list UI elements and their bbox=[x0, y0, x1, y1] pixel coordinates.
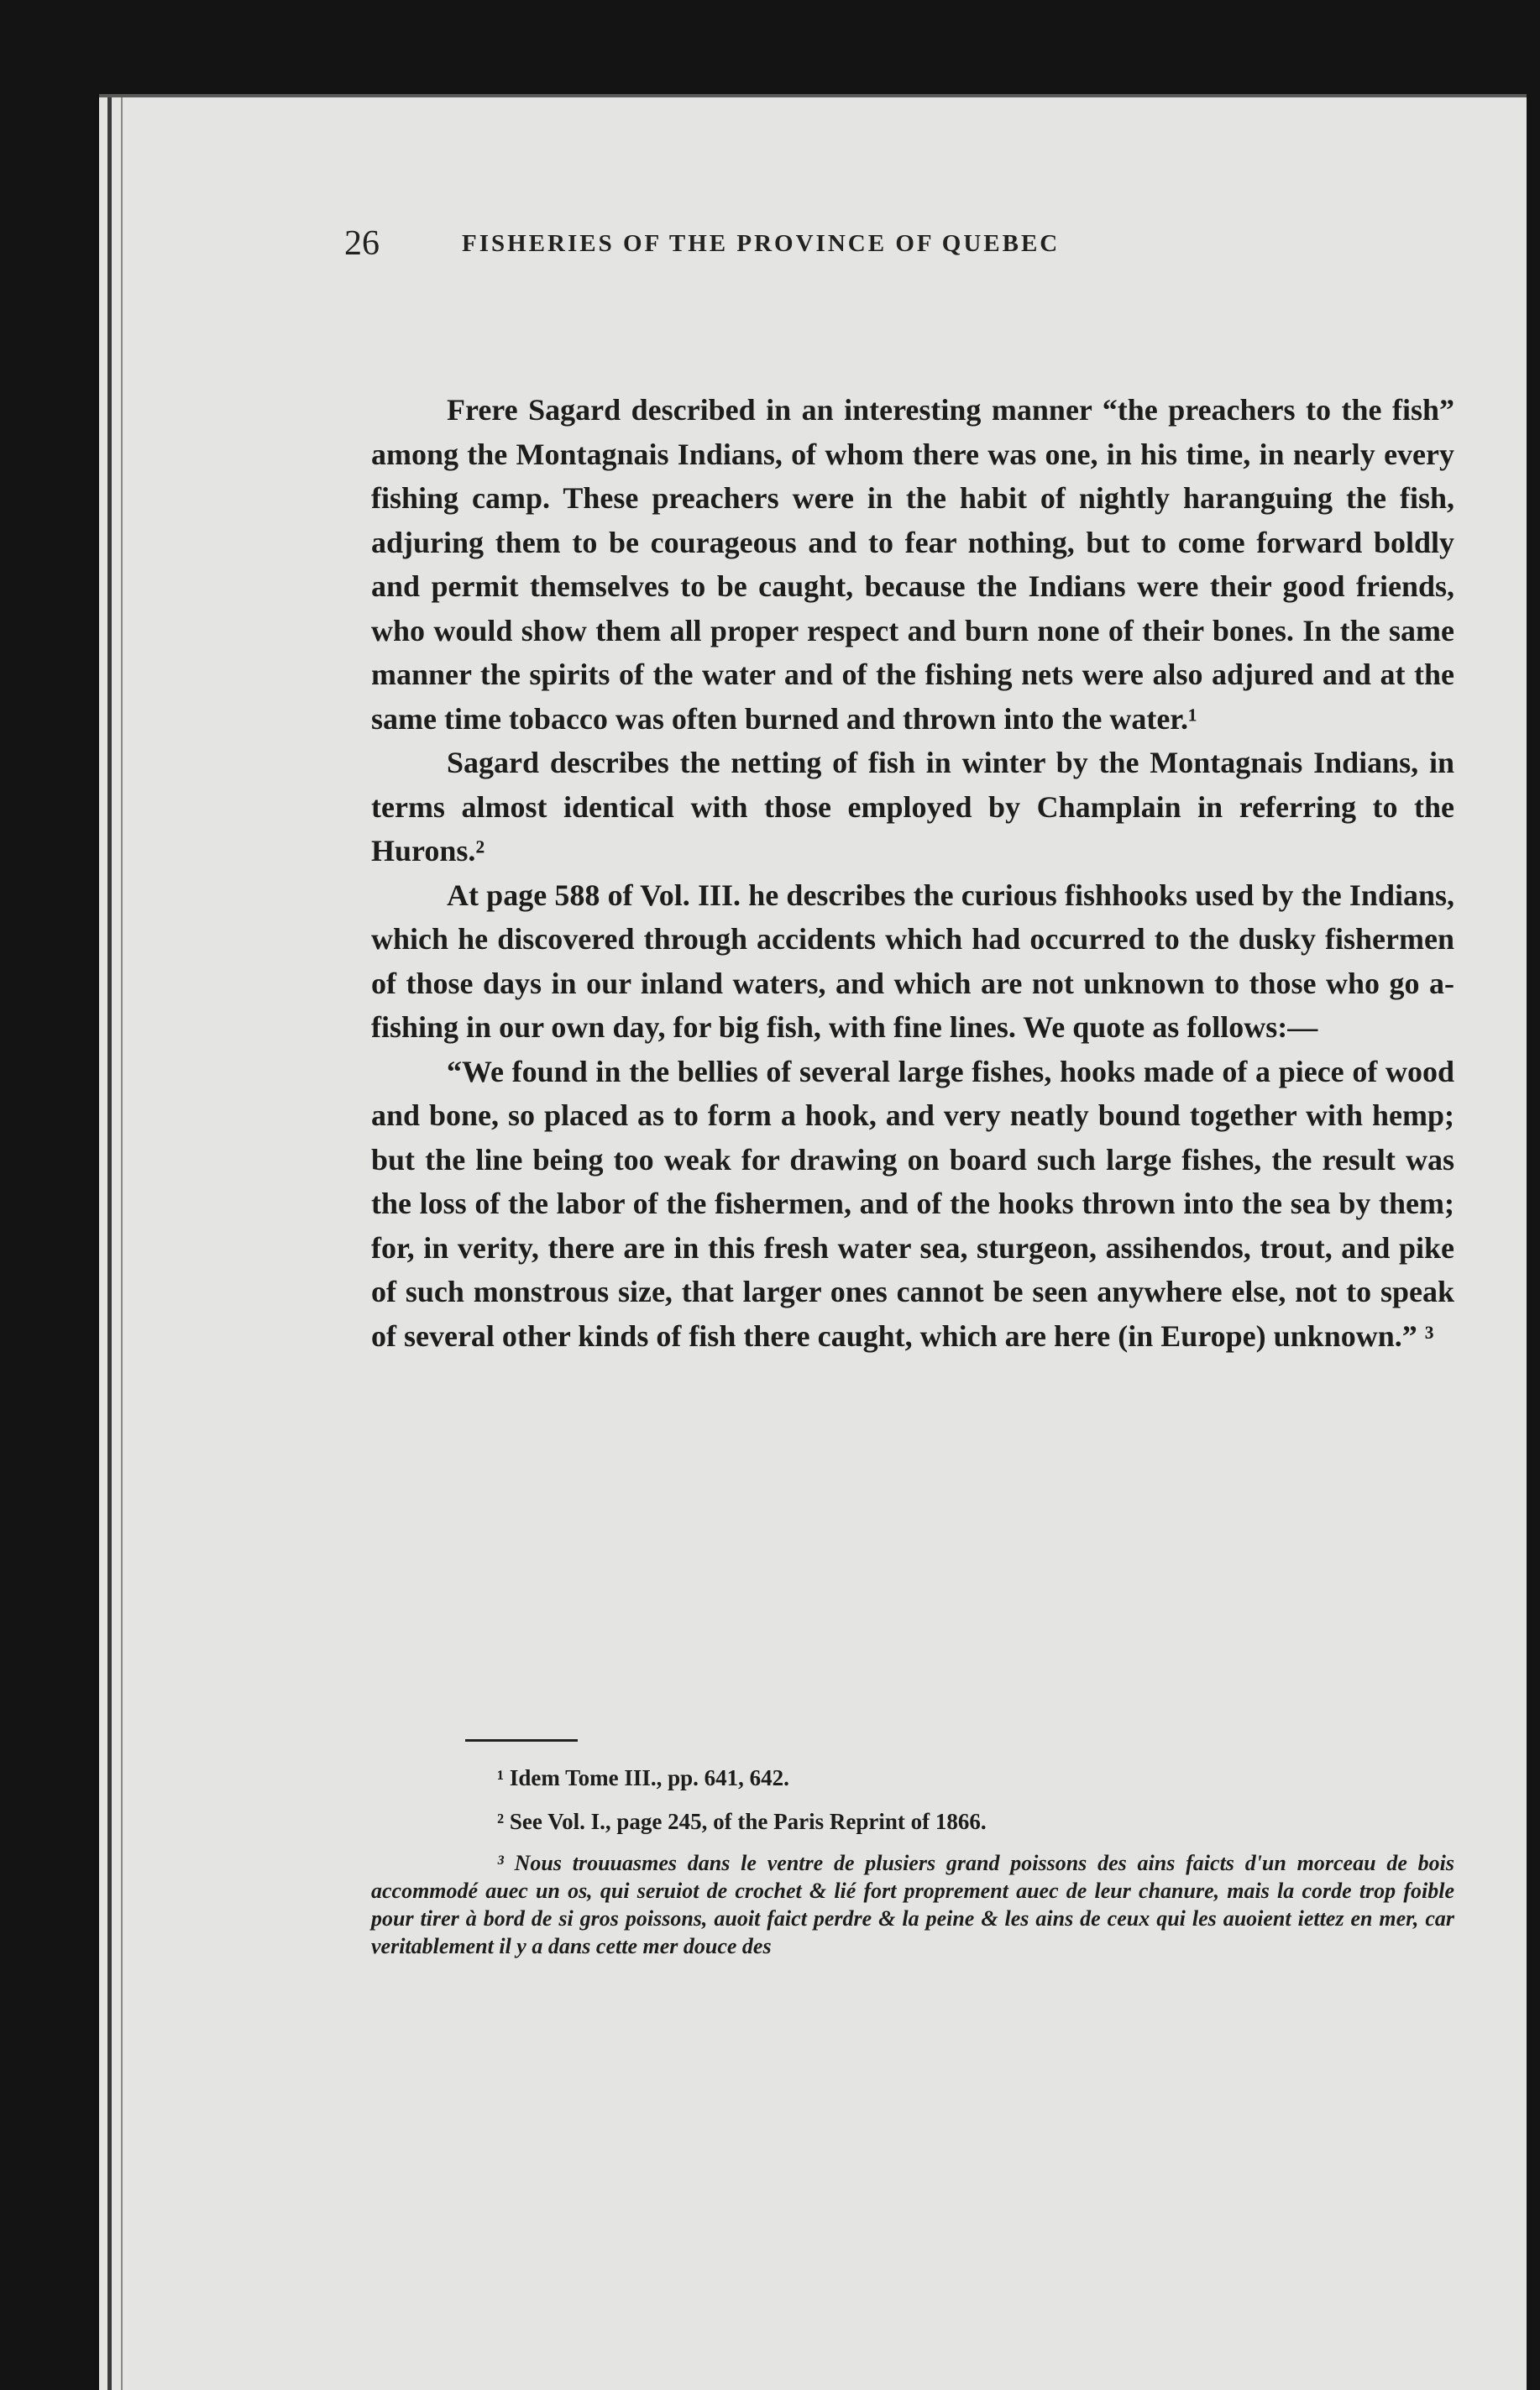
footnote-french-quote: ³ Nous trouuasmes dans le ventre de plusiers grand poissons des ains faicts d'un morceau de bois accommodé auec un os, qui seruiot de crochet & lié fort proprement auec de leur chanure, mais la corde trop foible pour tirer à bord de si gros poissons, auoit faict perdre & la peine & les ains de ceux qui les auoient iettez en mer, car veritablement il y a dans cette mer douce des bbox=[371, 1851, 1454, 1958]
running-title: FISHERIES OF THE PROVINCE OF QUEBEC bbox=[462, 230, 1061, 257]
paragraph: “We found in the bellies of several large fishes, hooks made of a piece of wood and bone, so placed as to form a hook, and very neatly bound together with hemp; but the line being too weak for drawing on board such large fishes, the result was the loss of the labor of the fishermen, and of the hooks thrown into the sea by them; for, in verity, there are in this fresh water sea, sturgeon, assihendos, trout, and pike of such monstrous size, that larger ones cannot be seen anywhere else, not to speak of several other kinds of fish there caught, which are here (in Europe) unknown.” ³ bbox=[371, 1054, 1454, 1353]
footnote: ² See Vol. I., page 245, of the Paris Reprint of 1866. bbox=[497, 1809, 987, 1834]
page-header bbox=[344, 223, 1453, 274]
scan-edge-shadow bbox=[107, 94, 112, 2390]
page-number: 26 bbox=[344, 224, 380, 263]
footnote-divider bbox=[465, 1739, 578, 1742]
scan-top-edge bbox=[99, 94, 1527, 97]
footnote: ¹ Idem Tome III., pp. 641, 642. bbox=[497, 1765, 789, 1790]
paragraph: Sagard describes the netting of fish in winter by the Montagnais Indians, in terms almost identical with those employed by Champlain in referring to the Hurons.² bbox=[371, 746, 1454, 867]
scan-edge-line bbox=[121, 94, 123, 2390]
paragraph: At page 588 of Vol. III. he describes the curious fishhooks used by the Indians, which he discovered through accidents which had occurred to the dusky fishermen of those days in our inland waters, and which are not unknown to those who go a-fishing in our own day, for big fish, with fine lines. We quote as follows:— bbox=[371, 878, 1454, 1044]
paragraph: Frere Sagard described in an interesting manner “the preachers to the fish” among the Montagnais Indians, of whom there was one, in his time, in nearly every fishing camp. These preachers were in the habit of nightly haranguing the fish, adjuring them to be courageous and to fear nothing, but to come forward boldly and permit themselves to be caught, because the Indians were their good friends, who would show them all proper respect and burn none of their bones. In the same manner the spirits of the water and of the fishing nets were also adjured and at the same time tobacco was often burned and thrown into the water.¹ bbox=[371, 393, 1454, 736]
footnotes bbox=[371, 1762, 1454, 1960]
body-text bbox=[371, 388, 1454, 1358]
